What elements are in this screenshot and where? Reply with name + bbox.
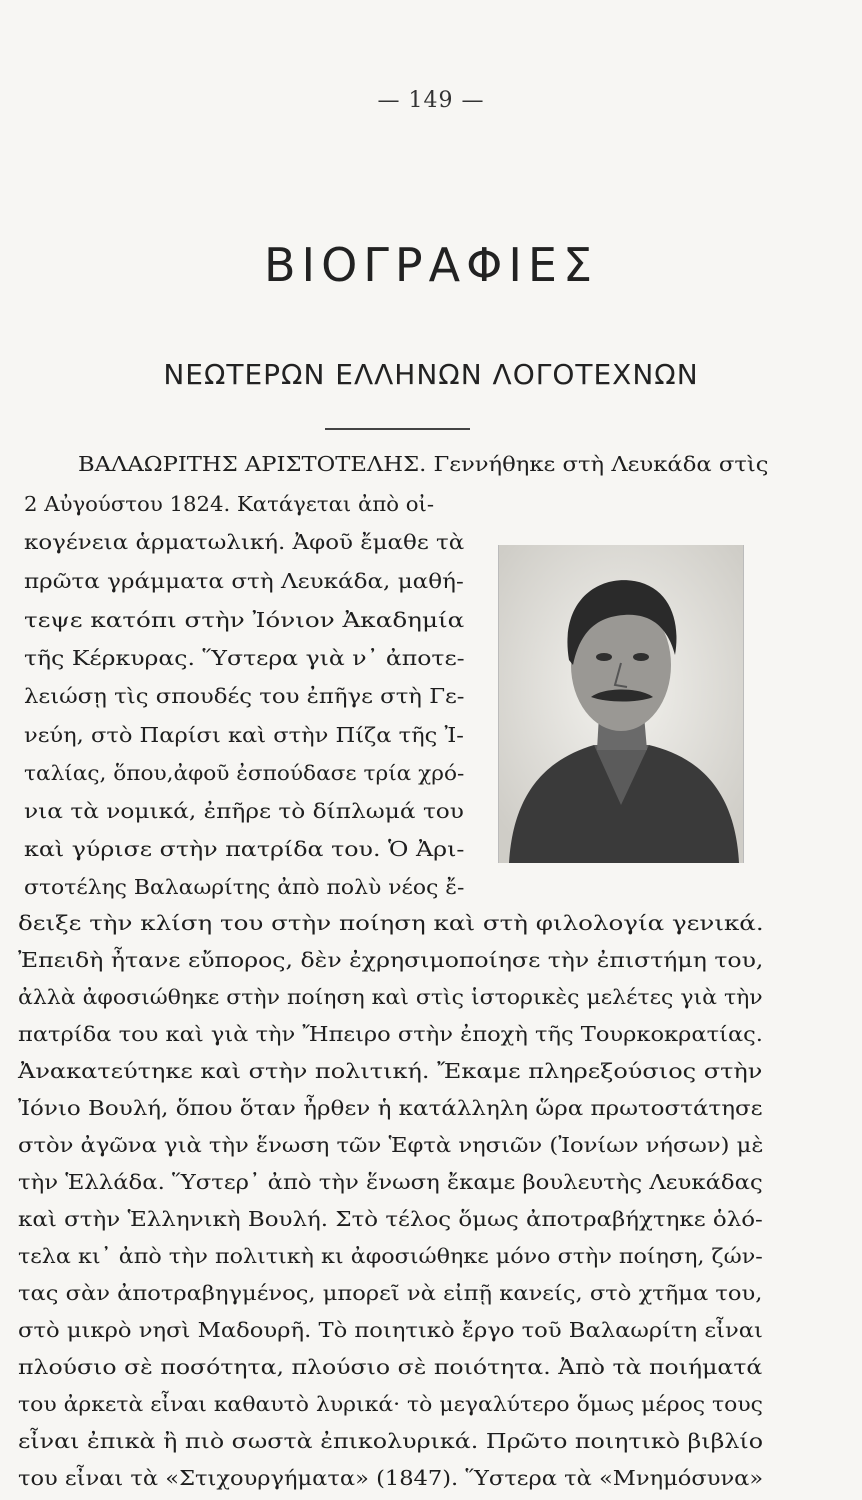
text-line: ταλίας, ὅπου,ἀφοῦ ἐσπούδασε τρία χρό- [24,761,465,785]
text-line: ΒΑΛΑΩΡΙΤΗΣ ΑΡΙΣΤΟΤΕΛΗΣ. Γεννήθηκε στὴ Λευκάδα στὶς [78,452,769,476]
text-line: στοτέλης Βαλαωρίτης ἀπὸ πολὺ νέος ἔ- [24,875,465,899]
text-line: πρῶτα γράμματα στὴ Λευκάδα, μαθή- [24,569,464,593]
text-line: ἀλλὰ ἀφοσιώθηκε στὴν ποίηση καὶ στὶς ἱστορικὲς μελέτες γιὰ τὴν [18,985,763,1009]
text-line: εἶναι ἐπικὰ ἢ πιὸ σωστὰ ἐπικολυρικά. Πρῶτο ποιητικὸ βιβλίο [18,1429,764,1453]
text-line: Ἰόνιο Βουλή, ὅπου ὅταν ἦρθεν ἡ κατάλληλη ὥρα πρωτοστάτησε [18,1096,763,1120]
text-line: τας σὰν ἀποτραβηγμένος, μπορεῖ νὰ εἰπῇ κανείς, στὸ χτῆμα του, [18,1281,763,1305]
text-line: νια τὰ νομικά, ἐπῆρε τὸ δίπλωμά του [24,799,464,823]
portrait-photo [498,545,744,863]
page-number: — 149 — [377,88,485,113]
text-line: στὸν ἀγῶνα γιὰ τὴν ἕνωση τῶν Ἑφτὰ νησιῶν (Ἰονίων νήσων) μὲ [18,1133,764,1157]
text-line: του ἀρκετὰ εἶναι καθαυτὸ λυρικά· τὸ μεγαλύτερο ὅμως μέρος τους [18,1392,763,1416]
text-line: νεύη, στὸ Παρίσι καὶ στὴν Πίζα τῆς Ἰ- [24,723,464,747]
text-line: 2 Αὐγούστου 1824. Κατάγεται ἀπὸ οἰ- [24,492,435,516]
text-line: Ἀνακατεύτηκε καὶ στὴν πολιτική. Ἔκαμε πληρεξούσιος στὴν [18,1059,763,1083]
title-divider [325,428,470,430]
text-line: τεψε κατόπι στὴν Ἰόνιον Ἀκαδημία [24,608,465,632]
text-line: λειώσῃ τὶς σπουδές του ἐπῆγε στὴ Γε- [24,684,465,708]
text-line: τελα κι᾽ ἀπὸ τὴν πολιτικὴ κι ἀφοσιώθηκε μόνο στὴν ποίηση, ζών- [18,1244,763,1268]
text-line: Ἐπειδὴ ἦτανε εὔπορος, δὲν ἐχρησιμοποίησε τὴν ἐπιστήμη του, [18,948,764,972]
text-line: καὶ στὴν Ἑλληνικὴ Βουλή. Στὸ τέλος ὅμως ἀποτραβήχτηκε ὁλό- [18,1207,763,1231]
text-line: δειξε τὴν κλίση του στὴν ποίηση καὶ στὴ φιλολογία γενικά. [18,911,764,935]
text-line: κογένεια ἁρματωλική. Ἀφοῦ ἔμαθε τὰ [24,530,465,554]
text-line: τῆς Κέρκυρας. Ὕστερα γιὰ ν᾽ ἀποτε- [24,646,465,670]
portrait-drawing [499,545,743,863]
text-line: πλούσιο σὲ ποσότητα, πλούσιο σὲ ποιότητα. Ἀπὸ τὰ ποιήματά [18,1355,763,1379]
text-line: στὸ μικρὸ νησὶ Μαδουρῆ. Τὸ ποιητικὸ ἔργο τοῦ Βαλαωρίτη εἶναι [18,1318,763,1342]
text-line: τὴν Ἑλλάδα. Ὕστερ᾽ ἀπὸ τὴν ἕνωση ἔκαμε βουλευτὴς Λευκάδας [18,1170,763,1194]
text-line: καὶ γύρισε στὴν πατρίδα του. Ὁ Ἀρι- [24,837,465,861]
page-subtitle: ΝΕΩΤΕΡΩΝ ΕΛΛΗΝΩΝ ΛΟΓΟΤΕΧΝΩΝ [163,358,699,391]
text-line: πατρίδα του καὶ γιὰ τὴν Ἤπειρο στὴν ἐποχὴ τῆς Τουρκοκρατίας. [18,1022,763,1046]
page-title: ΒΙΟΓΡΑΦΙΕΣ [263,238,599,292]
text-line: του εἶναι τὰ «Στιχουργήματα» (1847). Ὕστερα τὰ «Μνημόσυνα» [18,1466,764,1490]
